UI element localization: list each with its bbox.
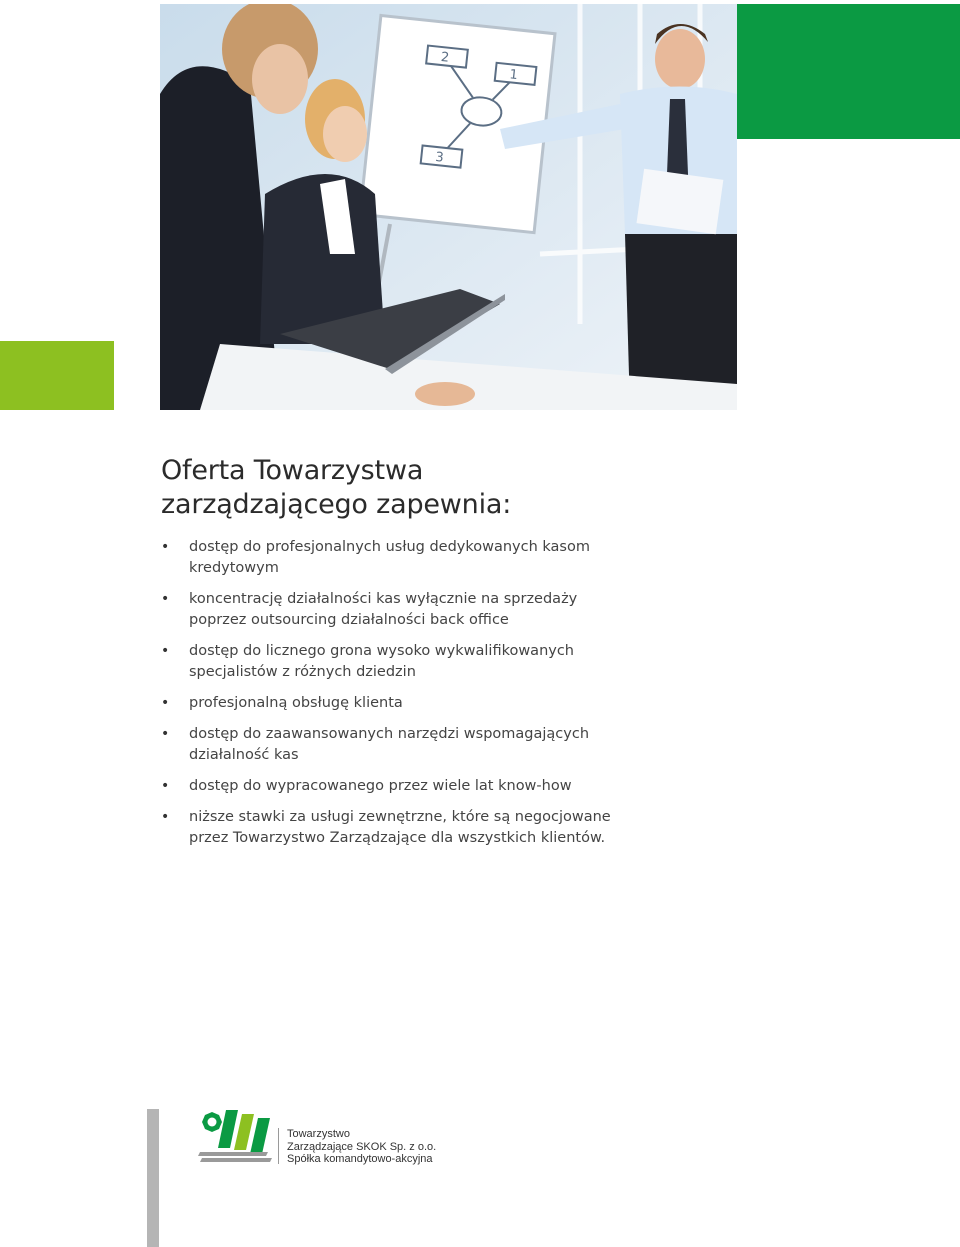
- page-title-line-2: zarządzającego zapewnia:: [161, 489, 512, 520]
- logo-divider: [278, 1128, 279, 1164]
- bullet-icon: •: [161, 695, 170, 711]
- bullet-icon: •: [161, 643, 170, 659]
- flipchart-label-2: 2: [440, 49, 450, 66]
- list-item: [161, 724, 621, 766]
- list-item: [161, 589, 621, 631]
- list-item: [161, 693, 621, 714]
- list-item-text: dostęp do zaawansowanych narzędzi wspomagających działalność kas: [189, 726, 590, 763]
- bullet-icon: •: [161, 809, 170, 825]
- list-item-text: koncentrację działalności kas wyłącznie na sprzedaży poprzez outsourcing działalności back office: [189, 591, 578, 628]
- company-name-line-2: Zarządzające SKOK Sp. z o.o.: [287, 1140, 437, 1153]
- footer-side-bar: [147, 1109, 159, 1247]
- offer-list: [161, 537, 621, 859]
- list-item-text: niższe stawki za usługi zewnętrzne, które są negocjowane przez Towarzystwo Zarządzające dla wszystkich klientów.: [189, 809, 611, 846]
- skok-logo-icon: [196, 1108, 276, 1166]
- list-item-text: dostęp do profesjonalnych usług dedykowanych kasom kredytowym: [189, 539, 590, 576]
- list-item: [161, 537, 621, 579]
- company-name-line-3: Spółka komandytowo-akcyjna: [287, 1153, 433, 1165]
- bullet-icon: •: [161, 591, 170, 607]
- bullet-icon: •: [161, 778, 170, 794]
- page-title-line-1: Oferta Towarzystwa: [161, 455, 424, 486]
- list-item-text: dostęp do licznego grona wysoko wykwalifikowanych specjalistów z różnych dziedzin: [189, 643, 575, 680]
- list-item: [161, 641, 621, 683]
- bullet-icon: •: [161, 539, 170, 555]
- list-item-text: dostęp do wypracowanego przez wiele lat know-how: [189, 778, 572, 794]
- list-item-text: profesjonalną obsługę klienta: [189, 695, 403, 711]
- company-name: [287, 1128, 436, 1166]
- company-name-line-1: Towarzystwo: [287, 1128, 350, 1140]
- list-item: [161, 776, 621, 797]
- green-accent-block: [737, 4, 960, 139]
- flipchart-label-1: 1: [508, 67, 519, 84]
- presentation-photo: [160, 4, 737, 410]
- page-title: [161, 454, 511, 522]
- list-item: [161, 807, 621, 849]
- lime-accent-block: [0, 341, 114, 410]
- flipchart-label-3: 3: [434, 149, 445, 166]
- bullet-icon: •: [161, 726, 170, 742]
